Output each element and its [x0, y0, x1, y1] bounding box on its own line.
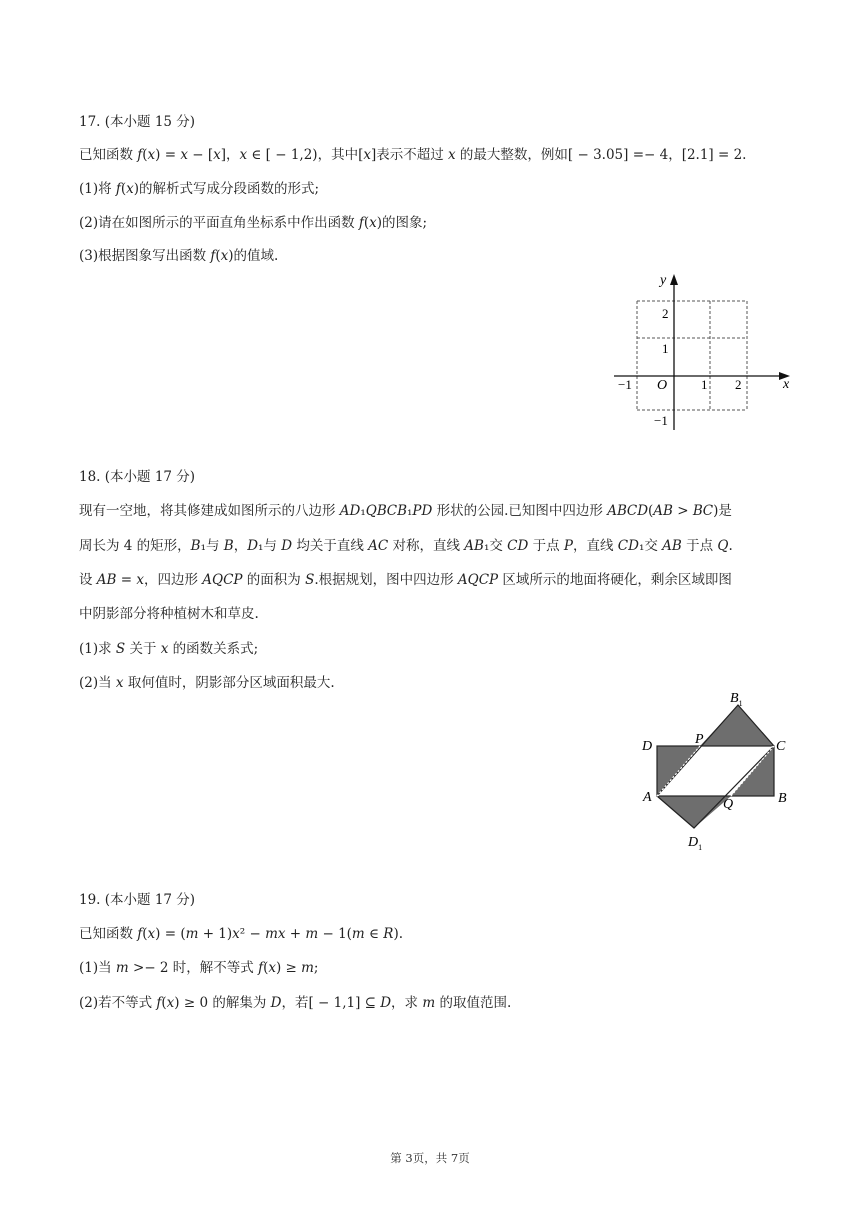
y-tick-label: 2	[662, 306, 669, 321]
origin-label: O	[657, 378, 668, 393]
q18-stem-line: 现有一空地，将其修建成如图所示的八边形 𝐴𝐷₁𝑄𝐵𝐶𝐵₁𝑃𝐷 形状的公园.已知图中四边形 𝐴𝐵𝐶𝐷(𝐴𝐵 > 𝐵𝐶)是	[79, 503, 732, 519]
label-p: P	[695, 732, 704, 747]
q17-stem: 已知函数 𝑓(𝑥) = 𝑥 − [𝑥]，𝑥 ∈ [ − 1,2)，其中[𝑥]表示不超过 𝑥 的最大整数，例如[ − 3.05] =− 4，[2.1] = 2.	[79, 147, 747, 163]
label-b: B	[778, 791, 787, 806]
shaded-triangle-pb1c	[700, 705, 774, 746]
q19-stem: 已知函数 𝑓(𝑥) = (𝑚 + 1)𝑥² − 𝑚𝑥 + 𝑚 − 1(𝑚 ∈ 𝑅).	[79, 926, 404, 942]
q17-dashed-grid	[637, 301, 747, 410]
q17-part3: (3)根据图象写出函数 𝑓(𝑥)的值域.	[79, 248, 279, 264]
q18-octagon-figure	[640, 690, 800, 856]
label-c: C	[776, 739, 786, 754]
shaded-regions	[657, 705, 774, 828]
y-axis-arrow-icon	[670, 274, 678, 285]
label-a: A	[643, 790, 652, 805]
q18-header: 18. (本小题 17 分)	[79, 469, 196, 485]
q17-part1: (1)将 𝑓(𝑥)的解析式写成分段函数的形式;	[79, 181, 320, 197]
q18-part1: (1)求 𝑆 关于 𝑥 的函数关系式;	[79, 641, 259, 657]
x-tick-label: −1	[618, 377, 632, 392]
label-b1: $B_1$	[730, 691, 743, 708]
y-tick-label: −1	[654, 413, 668, 428]
q18-stem-line: 中阴影部分将种植树木和草皮.	[79, 606, 259, 622]
q19-part2: (2)若不等式 𝑓(𝑥) ≥ 0 的解集为 𝐷，若[ − 1,1] ⊆ 𝐷，求 𝑚 的取值范围.	[79, 995, 512, 1011]
q17-coordinate-figure	[610, 268, 800, 434]
page-footer: 第 3页，共 7页	[390, 1151, 470, 1165]
q18-stem-line: 周长为 4 的矩形，𝐵₁与 𝐵，𝐷₁与 𝐷 均关于直线 𝐴𝐶 对称，直线 𝐴𝐵₁交 𝐶𝐷 于点 𝑃，直线 𝐶𝐷₁交 𝐴𝐵 于点 𝑄.	[79, 538, 733, 554]
q19-part1: (1)当 𝑚 >− 2 时，解不等式 𝑓(𝑥) ≥ 𝑚;	[79, 960, 319, 976]
label-q: Q	[723, 797, 734, 812]
x-tick-label: 2	[735, 377, 742, 392]
x-axis-label: x	[783, 377, 790, 392]
q18-stem-line: 设 𝐴𝐵 = 𝑥，四边形 𝐴𝑄𝐶𝑃 的面积为 𝑆.根据规划，图中四边形 𝐴𝑄𝐶𝑃 区域所示的地面将硬化，剩余区域即图	[79, 572, 732, 588]
y-axis-label: y	[660, 273, 667, 288]
label-d1: $D_1$	[688, 835, 703, 852]
x-tick-label: 1	[701, 377, 708, 392]
y-tick-label: 1	[662, 341, 669, 356]
q17-part2: (2)请在如图所示的平面直角坐标系中作出函数 𝑓(𝑥)的图象;	[79, 215, 428, 231]
q17-header: 17. (本小题 15 分)	[79, 114, 196, 130]
label-d: D	[642, 739, 653, 754]
q18-part2: (2)当 𝑥 取何值时，阴影部分区域面积最大.	[79, 675, 335, 691]
q19-header: 19. (本小题 17 分)	[79, 892, 196, 908]
